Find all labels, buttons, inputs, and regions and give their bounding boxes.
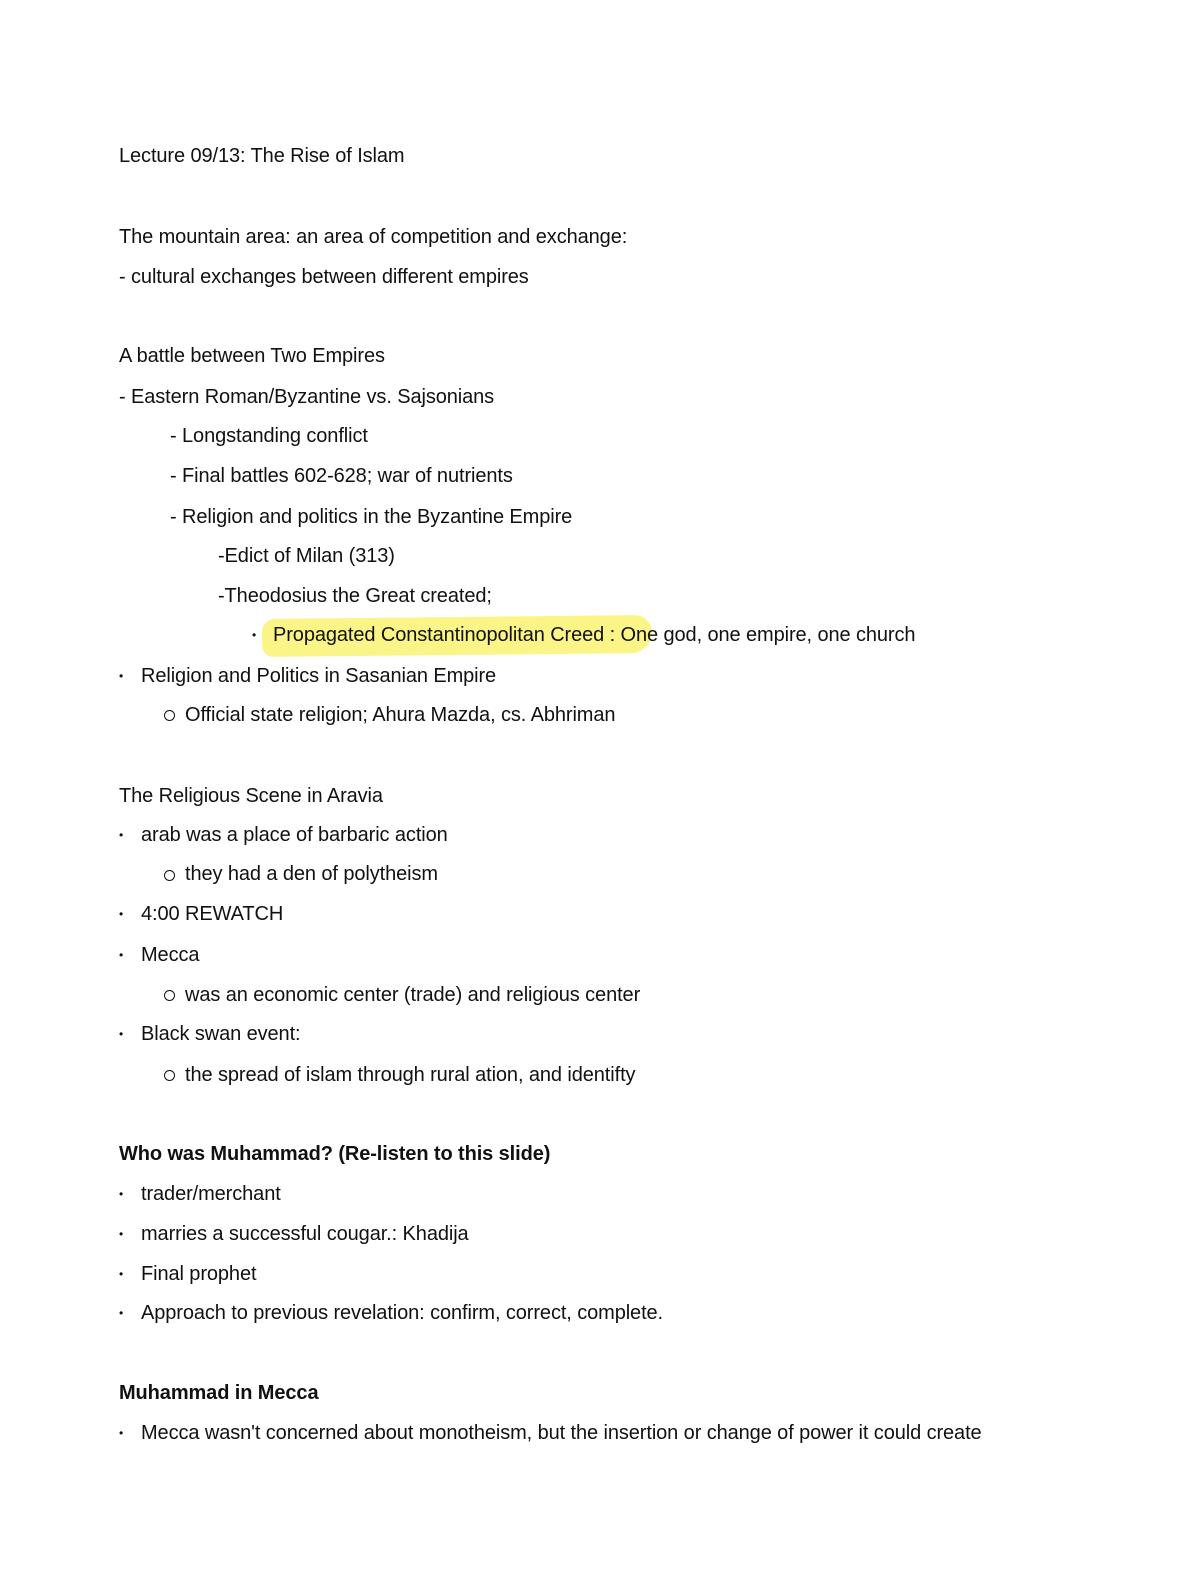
section-heading-mountain-area: The mountain area: an area of competition and exchange: xyxy=(119,226,628,248)
list-item: -Edict of Milan (313) xyxy=(218,545,395,567)
list-item: Approach to previous revelation: confirm, correct, complete. xyxy=(141,1302,664,1324)
list-item: - Final battles 602-628; war of nutrients xyxy=(170,465,513,487)
list-item: the spread of islam through rural ation, and identifty xyxy=(185,1064,636,1086)
section-heading-who-was-muhammad: Who was Muhammad? (Re-listen to this slide) xyxy=(119,1143,551,1165)
circle-bullet-icon xyxy=(164,870,175,881)
list-item: - Longstanding conflict xyxy=(170,425,368,447)
creed-line xyxy=(273,623,915,647)
list-item: - Eastern Roman/Byzantine vs. Sajsonians xyxy=(119,386,495,408)
list-item: Mecca xyxy=(141,944,200,966)
bullet-icon: • xyxy=(252,628,257,642)
creed-text: One god, one empire, one church xyxy=(615,624,916,646)
bullet-icon: • xyxy=(119,1426,124,1440)
list-item: 4:00 REWATCH xyxy=(141,903,284,925)
circle-bullet-icon xyxy=(164,710,175,721)
list-item: marries a successful cougar.: Khadija xyxy=(141,1223,469,1245)
highlighted-text: Propagated Constantinopolitan Creed : xyxy=(273,624,616,646)
list-item: - Religion and politics in the Byzantine Empire xyxy=(170,506,573,528)
bullet-icon: • xyxy=(119,907,124,921)
list-item: Religion and Politics in Sasanian Empire xyxy=(141,665,497,687)
bullet-icon: • xyxy=(119,828,124,842)
circle-bullet-icon xyxy=(164,1070,175,1081)
circle-bullet-icon xyxy=(164,990,175,1001)
list-item: -Theodosius the Great created; xyxy=(218,585,492,607)
bullet-icon: • xyxy=(119,1267,124,1281)
bullet-icon: • xyxy=(119,1027,124,1041)
section-heading-muhammad-in-mecca: Muhammad in Mecca xyxy=(119,1382,319,1404)
list-item: Official state religion; Ahura Mazda, cs. Abhriman xyxy=(185,704,616,726)
list-item: arab was a place of barbaric action xyxy=(141,824,448,846)
bullet-icon: • xyxy=(119,948,124,962)
lecture-title: Lecture 09/13: The Rise of Islam xyxy=(119,145,405,167)
bullet-icon: • xyxy=(119,669,124,683)
list-item: Final prophet xyxy=(141,1263,257,1285)
list-item: they had a den of polytheism xyxy=(185,863,438,885)
bullet-icon: • xyxy=(119,1227,124,1241)
bullet-icon: • xyxy=(119,1187,124,1201)
list-item: trader/merchant xyxy=(141,1183,281,1205)
list-item: was an economic center (trade) and religious center xyxy=(185,984,641,1006)
bullet-icon: • xyxy=(119,1306,124,1320)
list-item: Black swan event: xyxy=(141,1023,301,1045)
section-heading-two-empires: A battle between Two Empires xyxy=(119,345,385,367)
list-item: Mecca wasn't concerned about monotheism, but the insertion or change of power it could create xyxy=(141,1422,982,1444)
list-item: - cultural exchanges between different empires xyxy=(119,266,529,288)
section-heading-religious-scene: The Religious Scene in Aravia xyxy=(119,785,383,807)
